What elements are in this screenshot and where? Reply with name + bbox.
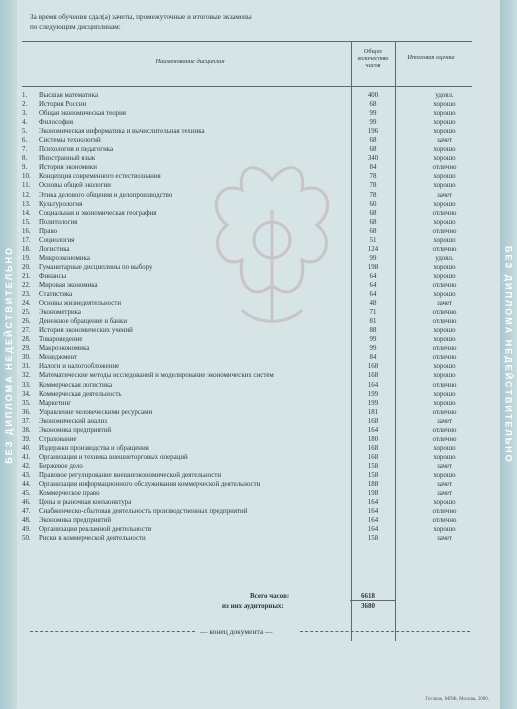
table-row (22, 281, 472, 290)
row-number: 14. (22, 209, 31, 217)
table-top-border (22, 41, 472, 42)
grade-value: отлично (432, 381, 457, 389)
row-number: 43. (22, 471, 31, 479)
table-row (22, 399, 472, 408)
table-row (22, 426, 472, 435)
row-number: 1. (22, 92, 28, 99)
grade-value: отлично (432, 426, 457, 434)
discipline-name: Правовое регулирование внешнеэкономической деятельности (39, 471, 222, 479)
discipline-name: Культурология (39, 200, 83, 208)
discipline-name: Политология (39, 218, 78, 226)
hours-value: 68 (369, 218, 377, 226)
grade-value: отлично (432, 309, 457, 317)
discipline-name: Организация информационного обслуживания коммерческой деятельности (39, 481, 261, 489)
row-number: 8. (22, 155, 28, 163)
classroom-hours-label: из них аудиторных: (222, 602, 284, 610)
total-hours-value: 6618 (361, 592, 375, 600)
discipline-name: Организация и техника внешнеторговых операций (39, 453, 188, 461)
table-row (22, 326, 472, 335)
table-row (22, 163, 472, 172)
discipline-name: Статистика (39, 291, 73, 299)
grade-value: хорошо (433, 182, 456, 190)
table-row (22, 498, 472, 507)
table-row (22, 136, 472, 145)
row-number: 40. (22, 444, 31, 452)
grade-value: хорошо (433, 218, 456, 226)
row-number: 17. (22, 236, 31, 244)
discipline-name: Денежное обращение и банки (39, 318, 128, 326)
discipline-name: Налоги и налогообложение (39, 363, 120, 371)
table-row (22, 109, 472, 118)
table-row (22, 435, 472, 444)
hours-value: 199 (367, 390, 379, 398)
table-row (22, 100, 472, 109)
row-number: 36. (22, 408, 31, 416)
hours-value: 124 (367, 245, 379, 253)
hours-value: 158 (367, 471, 379, 479)
hours-value: 64 (369, 291, 377, 299)
row-number: 39. (22, 435, 31, 443)
hours-value: 68 (369, 137, 377, 145)
discipline-name: Маркетинг (39, 399, 72, 407)
grade-value: зачет (436, 462, 453, 470)
discipline-name: Право (39, 227, 58, 235)
grade-value: хорошо (433, 110, 456, 118)
row-number: 50. (22, 535, 31, 543)
grade-value: хорошо (433, 173, 456, 181)
row-number: 19. (22, 254, 31, 262)
discipline-name: Концепция современного естествознания (39, 173, 161, 181)
hours-value: 84 (369, 164, 377, 172)
discipline-name: Страхование (39, 435, 77, 443)
row-number: 34. (22, 390, 31, 398)
row-number: 15. (22, 218, 31, 226)
table-row (22, 489, 472, 498)
row-number: 41. (22, 453, 31, 461)
grade-value: хорошо (433, 291, 456, 299)
grade-value: хорошо (433, 146, 456, 154)
table-row (22, 507, 472, 516)
total-hours-label: Всего часов: (250, 592, 290, 600)
disciplines-table (22, 91, 472, 543)
discipline-name: Риски в коммерческой деятельности (39, 535, 146, 543)
grade-value: хорошо (433, 155, 456, 163)
end-of-document-label: — конец документа — (200, 627, 273, 636)
row-number: 31. (22, 363, 31, 371)
table-row (22, 417, 472, 426)
table-row (22, 263, 472, 272)
row-number: 48. (22, 517, 31, 525)
document-intro: За время обучения сдал(а) зачеты, промежуточные и итоговые экзамены по следующим дисциплинам: (30, 13, 252, 31)
hours-value: 64 (369, 281, 377, 289)
row-number: 32. (22, 372, 31, 380)
discipline-name: Цены и рыночная конъюнктура (39, 499, 132, 507)
grade-value: отлично (432, 517, 457, 525)
grade-value: отлично (432, 354, 457, 362)
row-number: 21. (22, 272, 31, 280)
hours-value: 81 (369, 318, 377, 326)
row-number: 33. (22, 381, 31, 389)
row-number: 5. (22, 128, 28, 136)
row-number: 42. (22, 462, 31, 470)
row-number: 47. (22, 508, 31, 516)
row-number: 12. (22, 191, 31, 199)
table-row (22, 335, 472, 344)
left-side-text: БЕЗ ДИПЛОМА НЕДЕЙСТВИТЕЛЬНО (3, 245, 14, 464)
row-number: 23. (22, 291, 31, 299)
grade-value: хорошо (433, 336, 456, 344)
grade-value: отлично (432, 281, 457, 289)
hours-value: 164 (367, 508, 379, 516)
discipline-name: Экономическая информатика и вычислительная техника (39, 128, 205, 136)
table-row (22, 317, 472, 326)
hours-value: 68 (369, 146, 377, 154)
hours-value: 48 (369, 300, 377, 308)
hours-value: 158 (367, 535, 379, 543)
hours-value: 68 (369, 209, 377, 217)
discipline-name: Управление человеческими ресурсами (39, 408, 153, 416)
grade-value: зачет (436, 535, 453, 543)
grade-value: хорошо (433, 236, 456, 244)
row-number: 29. (22, 345, 31, 353)
discipline-name: Мировая экономика (39, 281, 98, 289)
hours-value: 68 (369, 101, 377, 109)
discipline-name: Социология (39, 236, 75, 244)
hours-value: 181 (367, 408, 379, 416)
table-row (22, 236, 472, 245)
right-side-text: БЕЗ ДИПЛОМА НЕДЕЙСТВИТЕЛЬНО (503, 245, 514, 464)
grade-value: удовл. (435, 254, 454, 262)
table-row (22, 453, 472, 462)
discipline-name: Психология и педагогика (39, 146, 114, 154)
hours-value: 168 (367, 453, 379, 461)
hours-value: 164 (367, 526, 379, 534)
hours-value: 199 (367, 399, 379, 407)
hours-value: 180 (367, 435, 379, 443)
row-number: 46. (22, 499, 31, 507)
discipline-name: Основы общей экологии (39, 182, 111, 190)
hours-value: 164 (367, 426, 379, 434)
hours-value: 99 (369, 119, 377, 127)
end-divider-right (300, 631, 470, 632)
hours-value: 84 (369, 354, 377, 362)
hours-value: 99 (369, 110, 377, 118)
row-number: 37. (22, 417, 31, 425)
discipline-name: История России (39, 101, 87, 109)
row-number: 26. (22, 318, 31, 326)
discipline-name: Высшая математика (39, 92, 98, 99)
table-row (22, 127, 472, 136)
discipline-name: Эконометрика (39, 309, 81, 317)
discipline-name: Финансы (39, 272, 67, 280)
discipline-name: Экономика предприятий (39, 426, 112, 434)
row-number: 10. (22, 173, 31, 181)
table-row (22, 534, 472, 543)
table-row (22, 191, 472, 200)
row-number: 18. (22, 245, 31, 253)
row-number: 27. (22, 327, 31, 335)
grade-value: хорошо (433, 390, 456, 398)
table-row (22, 525, 472, 534)
grade-value: хорошо (433, 471, 456, 479)
table-row (22, 181, 472, 190)
discipline-name: Менеджмент (39, 354, 78, 362)
table-row (22, 362, 472, 371)
discipline-name: Коммерческое право (39, 490, 100, 498)
grade-value: отлично (432, 435, 457, 443)
table-row (22, 344, 472, 353)
hours-value: 198 (367, 490, 379, 498)
grade-value: отлично (432, 408, 457, 416)
discipline-name: История экономики (39, 164, 97, 172)
hours-value: 60 (369, 200, 377, 208)
grade-value: зачет (436, 481, 453, 489)
table-row (22, 218, 472, 227)
discipline-name: Логистика (39, 245, 70, 253)
grade-value: отлично (432, 245, 457, 253)
table-row (22, 272, 472, 281)
discipline-name: Гуманитарные дисциплины по выбору (39, 263, 153, 271)
table-row (22, 353, 472, 362)
hours-value: 78 (369, 182, 377, 190)
table-row (22, 245, 472, 254)
grade-value: зачет (436, 137, 453, 145)
hours-value: 164 (367, 517, 379, 525)
hours-value: 68 (369, 227, 377, 235)
row-number: 16. (22, 227, 31, 235)
hours-value: 78 (369, 191, 377, 199)
discipline-name: Издержки производства и обращения (39, 444, 149, 452)
row-number: 20. (22, 263, 31, 271)
hours-value: 78 (369, 173, 377, 181)
hours-value: 71 (369, 309, 377, 317)
hours-value: 64 (369, 272, 377, 280)
discipline-name: Экономика предприятий (39, 517, 112, 525)
hours-value: 88 (369, 327, 377, 335)
table-row (22, 200, 472, 209)
discipline-name: Товароведение (39, 336, 83, 344)
discipline-name: Социальная и экономическая география (39, 209, 157, 217)
grade-value: хорошо (433, 119, 456, 127)
row-number: 3. (22, 110, 28, 118)
table-row (22, 462, 472, 471)
table-row (22, 118, 472, 127)
table-row (22, 145, 472, 154)
row-number: 24. (22, 300, 31, 308)
discipline-name: Основы жизнедеятельности (39, 300, 122, 308)
table-row (22, 254, 472, 263)
column-header-name: Наименование дисциплин (155, 58, 225, 65)
end-divider-left (30, 631, 195, 632)
grade-value: хорошо (433, 327, 456, 335)
discipline-name: Системы технологий (39, 137, 101, 145)
row-number: 4. (22, 119, 28, 127)
discipline-name: Этика делового общения и делопроизводство (39, 191, 173, 199)
table-row (22, 290, 472, 299)
hours-value: 340 (367, 155, 379, 163)
discipline-name: Математические методы исследований и моделирование экономических систем (39, 372, 274, 380)
grade-value: хорошо (433, 526, 456, 534)
table-row (22, 390, 472, 399)
row-number: 38. (22, 426, 31, 434)
hours-value: 168 (367, 363, 379, 371)
hours-value: 99 (369, 345, 377, 353)
classroom-hours-value: 3680 (361, 602, 375, 610)
hours-value: 168 (367, 372, 379, 380)
printer-footer: Госзнак, МПФ, Москва, 2000. (425, 697, 489, 702)
hours-value: 164 (367, 499, 379, 507)
hours-value: 51 (369, 236, 377, 244)
discipline-name: Биржевое дело (39, 462, 83, 470)
hours-value: 158 (367, 462, 379, 470)
table-header-border (22, 86, 472, 87)
discipline-name: Микроэкономика (39, 254, 90, 262)
hours-value: 196 (367, 128, 379, 136)
row-number: 45. (22, 490, 31, 498)
row-number: 25. (22, 309, 31, 317)
row-number: 9. (22, 164, 28, 172)
discipline-name: Макроэкономика (39, 345, 90, 353)
hours-value: 188 (367, 481, 379, 489)
hours-value: 99 (369, 254, 377, 262)
row-number: 28. (22, 336, 31, 344)
hours-value: 164 (367, 381, 379, 389)
grade-value: зачет (436, 490, 453, 498)
table-row (22, 91, 472, 100)
discipline-name: Философия (39, 119, 74, 127)
discipline-name: История экономических учений (39, 327, 133, 335)
grade-value: хорошо (433, 372, 456, 380)
table-row (22, 480, 472, 489)
table-row (22, 209, 472, 218)
hours-value: 168 (367, 444, 379, 452)
table-row (22, 516, 472, 525)
table-row (22, 471, 472, 480)
table-row (22, 308, 472, 317)
discipline-name: Общая экономическая теория (39, 110, 126, 118)
grade-value: зачет (436, 300, 453, 308)
discipline-name: Иностранный язык (39, 155, 96, 163)
discipline-name: Организация рекламной деятельности (39, 526, 152, 534)
discipline-name: Снабженческо-сбытовая деятельность производственных предприятий (39, 508, 248, 516)
hours-value: 99 (369, 336, 377, 344)
grade-value: зачет (436, 191, 453, 199)
grade-value: удовл. (435, 92, 454, 99)
row-number: 6. (22, 137, 28, 145)
discipline-name: Экономический анализ (39, 417, 107, 425)
row-number: 2. (22, 101, 28, 109)
table-row (22, 299, 472, 308)
total-top-border (350, 600, 396, 601)
hours-value: 400 (367, 92, 379, 99)
hours-value: 168 (367, 417, 379, 425)
table-row (22, 381, 472, 390)
grade-value: хорошо (433, 363, 456, 371)
discipline-name: Коммерческая деятельность (39, 390, 122, 398)
grade-value: хорошо (433, 128, 456, 136)
row-number: 11. (22, 182, 31, 190)
grade-value: отлично (432, 227, 457, 235)
grade-value: хорошо (433, 499, 456, 507)
grade-value: зачет (436, 417, 453, 425)
table-row (22, 444, 472, 453)
hours-value: 198 (367, 263, 379, 271)
grade-value: хорошо (433, 453, 456, 461)
table-row (22, 227, 472, 236)
row-number: 49. (22, 526, 31, 534)
table-row (22, 154, 472, 163)
column-header-hours: Общее количество часов (357, 48, 389, 69)
grade-value: отлично (432, 164, 457, 172)
grade-value: отлично (432, 508, 457, 516)
grade-value: хорошо (433, 200, 456, 208)
grade-value: хорошо (433, 263, 456, 271)
row-number: 35. (22, 399, 31, 407)
discipline-name: Коммерческая логистика (39, 381, 113, 389)
row-number: 44. (22, 481, 31, 489)
grade-value: отлично (432, 318, 457, 326)
row-number: 22. (22, 281, 31, 289)
table-row (22, 172, 472, 181)
table-row (22, 408, 472, 417)
grade-value: хорошо (433, 444, 456, 452)
row-number: 7. (22, 146, 28, 154)
grade-value: отлично (432, 209, 457, 217)
grade-value: хорошо (433, 101, 456, 109)
grade-value: хорошо (433, 399, 456, 407)
grade-value: хорошо (433, 272, 456, 280)
row-number: 13. (22, 200, 31, 208)
grade-value: отлично (432, 345, 457, 353)
table-row (22, 371, 472, 380)
row-number: 30. (22, 354, 31, 362)
column-header-grade: Итоговая оценка (407, 54, 455, 61)
